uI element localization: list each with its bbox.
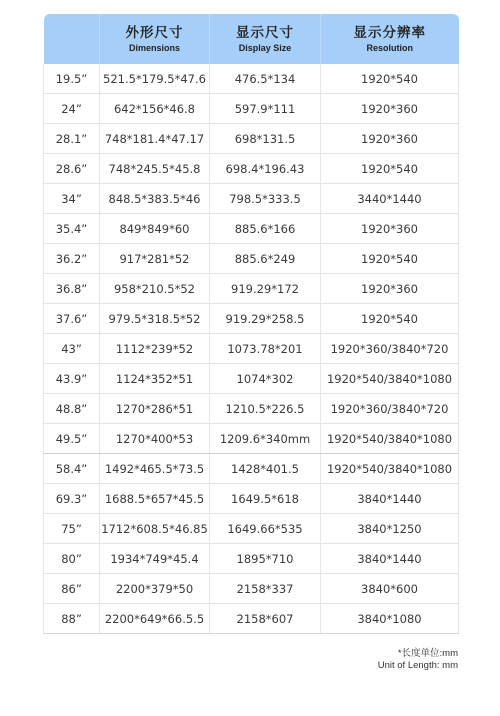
cell-resolution: 1920*540/3840*1080 [321,454,459,484]
cell-display-size: 919.29*172 [210,274,321,304]
cell-dimensions: 1492*465.5*73.5 [100,454,210,484]
cell-size: 43” [44,334,100,364]
cell-size: 69.3” [44,484,100,514]
cell-size: 80” [44,544,100,574]
cell-size: 88” [44,604,100,634]
cell-dimensions: 979.5*318.5*52 [100,304,210,334]
cell-display-size: 476.5*134 [210,64,321,94]
table-header [44,14,459,64]
cell-dimensions: 1688.5*657*45.5 [100,484,210,514]
cell-size: 48.8” [44,394,100,424]
cell-display-size: 1649.5*618 [210,484,321,514]
cell-dimensions: 642*156*46.8 [100,94,210,124]
cell-dimensions: 2200*379*50 [100,574,210,604]
cell-size: 28.6” [44,154,100,184]
cell-size: 24” [44,94,100,124]
table-row [44,274,459,304]
table-row [44,244,459,274]
table-row [44,514,459,544]
cell-dimensions: 1112*239*52 [100,334,210,364]
header-dimensions-zh: 外形尺寸 [125,24,184,41]
unit-note [378,648,458,672]
header-display-size [210,14,321,64]
spec-table [43,14,459,634]
cell-resolution: 1920*540 [321,64,459,94]
cell-resolution: 3840*1250 [321,514,459,544]
cell-size: 75” [44,514,100,544]
table-row [44,214,459,244]
cell-dimensions: 521.5*179.5*47.6 [100,64,210,94]
cell-display-size: 885.6*249 [210,244,321,274]
cell-resolution: 1920*540 [321,244,459,274]
cell-size: 49.5” [44,424,100,454]
cell-dimensions: 1270*400*53 [100,424,210,454]
cell-size: 35.4” [44,214,100,244]
cell-dimensions: 2200*649*66.5.5 [100,604,210,634]
cell-display-size: 1428*401.5 [210,454,321,484]
cell-resolution: 1920*360/3840*720 [321,334,459,364]
cell-dimensions: 748*245.5*45.8 [100,154,210,184]
cell-display-size: 2158*337 [210,574,321,604]
unit-note-zh: *长度单位:mm [397,648,458,659]
cell-display-size: 919.29*258.5 [210,304,321,334]
cell-resolution: 3440*1440 [321,184,459,214]
cell-resolution: 3840*1440 [321,544,459,574]
table-row [44,544,459,574]
cell-size: 34” [44,184,100,214]
unit-note-en: Unit of Length: mm [377,660,458,671]
table-row [44,604,459,634]
cell-resolution: 3840*1080 [321,604,459,634]
header-row [44,14,459,64]
cell-dimensions: 1934*749*45.4 [100,544,210,574]
cell-resolution: 3840*1440 [321,484,459,514]
table-row [44,304,459,334]
table-row [44,364,459,394]
cell-resolution: 1920*360 [321,124,459,154]
table-row [44,124,459,154]
cell-resolution: 1920*360 [321,274,459,304]
cell-display-size: 698.4*196.43 [210,154,321,184]
header-size [44,14,100,64]
cell-size: 36.8” [44,274,100,304]
cell-dimensions: 917*281*52 [100,244,210,274]
table-row [44,574,459,604]
cell-resolution: 1920*360 [321,214,459,244]
cell-size: 43.9” [44,364,100,394]
cell-dimensions: 1712*608.5*46.85 [100,514,210,544]
cell-display-size: 1074*302 [210,364,321,394]
cell-display-size: 798.5*333.5 [210,184,321,214]
header-resolution-zh: 显示分辨率 [353,24,426,41]
cell-size: 19.5” [44,64,100,94]
cell-display-size: 597.9*111 [210,94,321,124]
cell-display-size: 1210.5*226.5 [210,394,321,424]
cell-resolution: 1920*540 [321,154,459,184]
table-row [44,184,459,214]
cell-display-size: 698*131.5 [210,124,321,154]
cell-size: 58.4” [44,454,100,484]
cell-resolution: 3840*600 [321,574,459,604]
cell-display-size: 1649.66*535 [210,514,321,544]
cell-size: 37.6” [44,304,100,334]
table-row [44,94,459,124]
cell-dimensions: 849*849*60 [100,214,210,244]
table-row [44,334,459,364]
cell-dimensions: 748*181.4*47.17 [100,124,210,154]
cell-display-size: 1895*710 [210,544,321,574]
cell-size: 36.2” [44,244,100,274]
cell-size: 28.1” [44,124,100,154]
cell-display-size: 885.6*166 [210,214,321,244]
cell-resolution: 1920*540/3840*1080 [321,424,459,454]
cell-resolution: 1920*360 [321,94,459,124]
cell-display-size: 1209.6*340mm [210,424,321,454]
table-row [44,394,459,424]
header-dimensions [100,14,210,64]
header-dimensions-en: Dimensions [128,42,180,53]
table-row [44,484,459,514]
cell-dimensions: 1124*352*51 [100,364,210,394]
table-row [44,424,459,454]
cell-resolution: 1920*540/3840*1080 [321,364,459,394]
header-display-size-zh: 显示尺寸 [236,24,294,41]
table-row [44,454,459,484]
header-resolution [321,14,459,64]
table-body [44,64,459,634]
header-resolution-en: Resolution [366,42,413,53]
cell-display-size: 2158*607 [210,604,321,634]
cell-dimensions: 848.5*383.5*46 [100,184,210,214]
cell-size: 86” [44,574,100,604]
cell-dimensions: 958*210.5*52 [100,274,210,304]
header-display-size-en: Display Size [238,42,292,53]
table-row [44,154,459,184]
cell-resolution: 1920*540 [321,304,459,334]
cell-dimensions: 1270*286*51 [100,394,210,424]
table-row [44,64,459,94]
cell-display-size: 1073.78*201 [210,334,321,364]
cell-resolution: 1920*360/3840*720 [321,394,459,424]
